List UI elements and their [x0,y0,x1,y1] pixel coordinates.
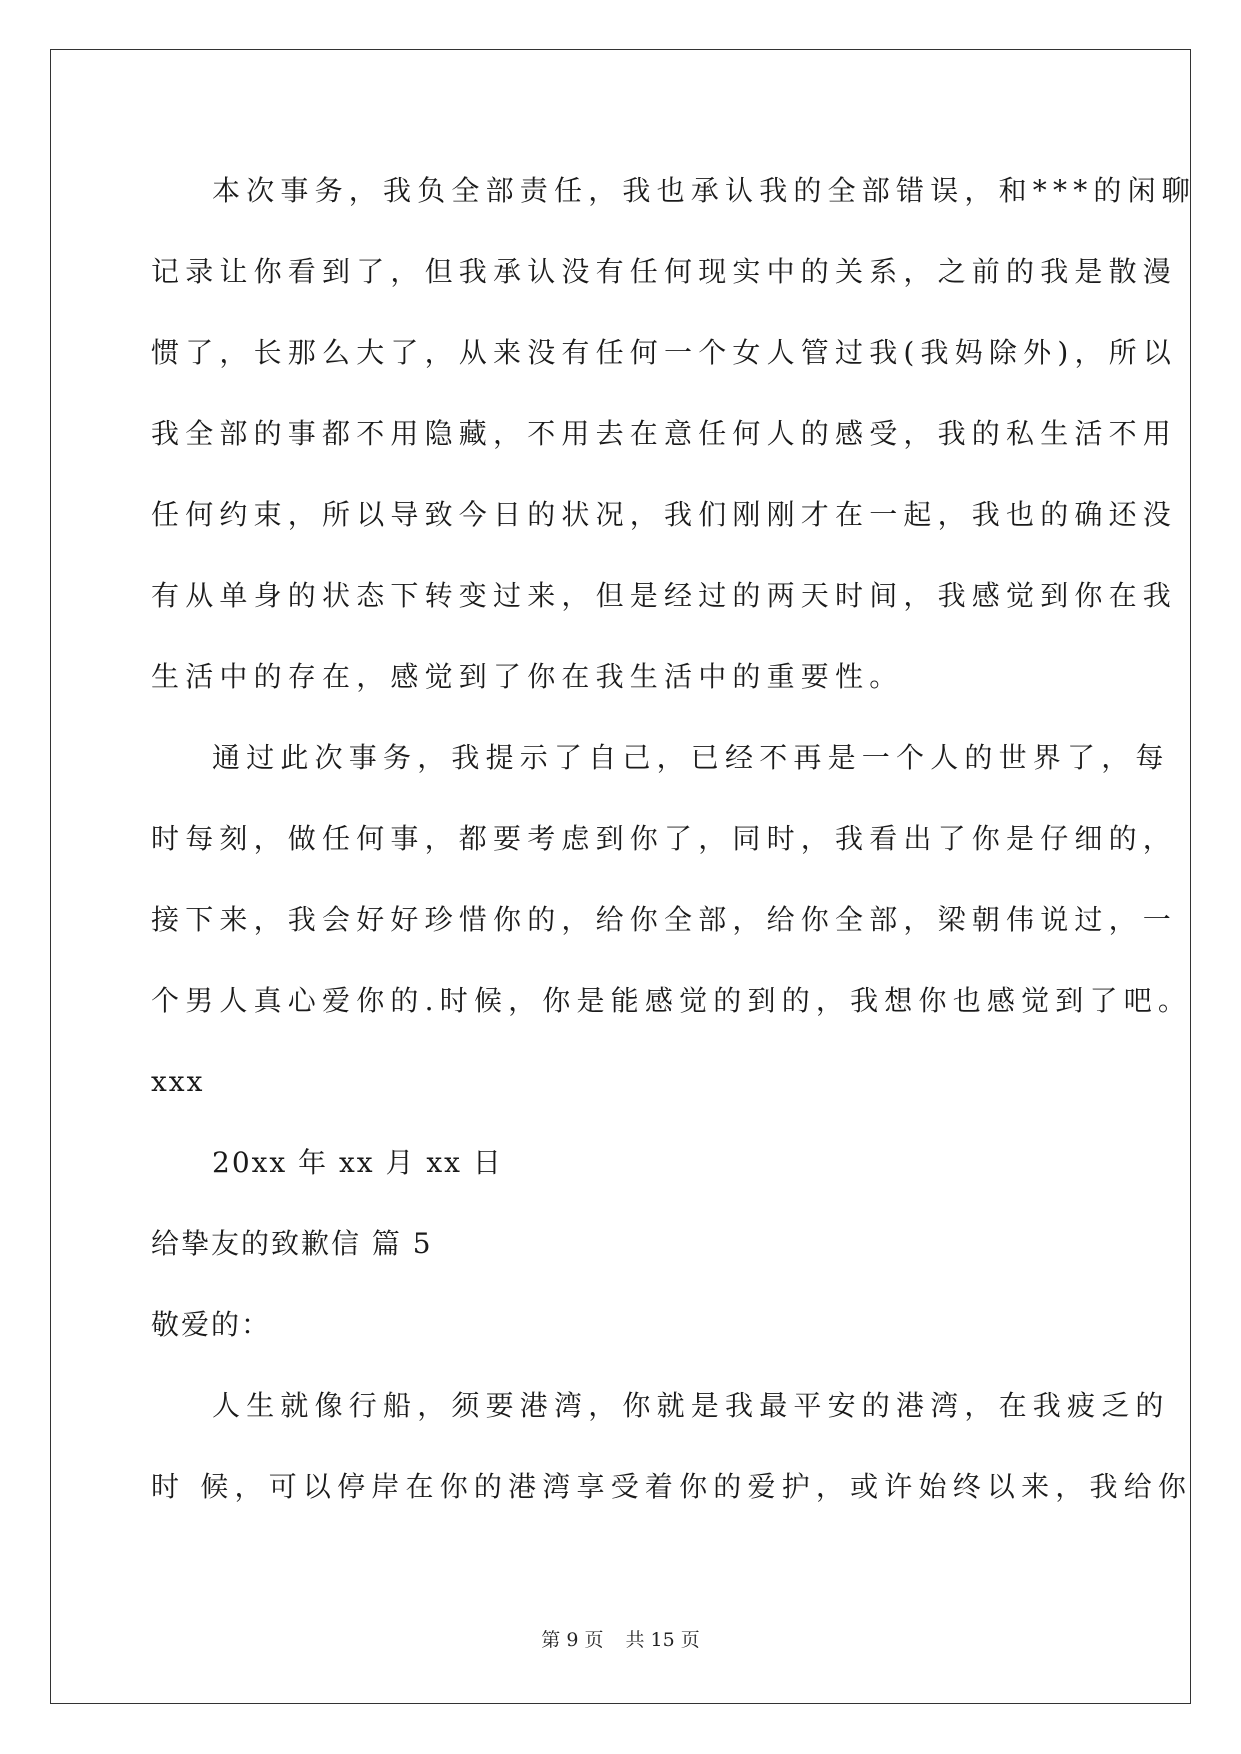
paragraph-line: 通过此次事务，我提示了自己，已经不再是一个人的世界了，每 [212,741,1170,774]
paragraph-line: 人生就像行船，须要港湾，你就是我最平安的港湾，在我疲乏的 [212,1389,1170,1422]
page-total: 共 15 页 [625,1629,700,1651]
salutation: 敬爱的： [151,1308,272,1341]
paragraph-line: 个男人真心爱你的.时候，你是能感觉的到的，我想你也感觉到了吧。 [151,984,1193,1017]
page-footer [0,1625,1241,1652]
paragraph-line: 惯了，长那么大了，从来没有任何一个女人管过我(我妈除外)，所以 [151,336,1178,369]
paragraph-line: 有从单身的状态下转变过来，但是经过的两天时间，我感觉到你在我 [151,579,1178,612]
signature-date: 20xx 年 xx 月 xx 日 [212,1146,503,1179]
paragraph-line: 生活中的存在，感觉到了你在我生活中的重要性。 [151,660,904,693]
paragraph-line: 时 候，可以停岸在你的港湾享受着你的爱护，或许始终以来，我给你 [151,1470,1193,1503]
paragraph-line: 本次事务，我负全部责任，我也承认我的全部错误，和***的闲聊 [212,174,1197,207]
paragraph-line: 我全部的事都不用隐藏，不用去在意任何人的感受，我的私生活不用 [151,417,1178,450]
paragraph-line: 时每刻，做任何事，都要考虑到你了，同时，我看出了你是仔细的， [151,822,1178,855]
section-heading: 给挚友的致歉信 篇 5 [151,1227,433,1260]
page-border [50,49,1191,1704]
paragraph-line: 任何约束，所以导致今日的状况，我们刚刚才在一起，我也的确还没 [151,498,1178,531]
paragraph-line: 接下来，我会好好珍惜你的，给你全部，给你全部，梁朝伟说过，一 [151,903,1178,936]
paragraph-line: 记录让你看到了，但我承认没有任何现实中的关系，之前的我是散漫 [151,255,1178,288]
page-number: 第 9 页 [541,1629,604,1651]
signature-name: xxx [151,1065,205,1098]
